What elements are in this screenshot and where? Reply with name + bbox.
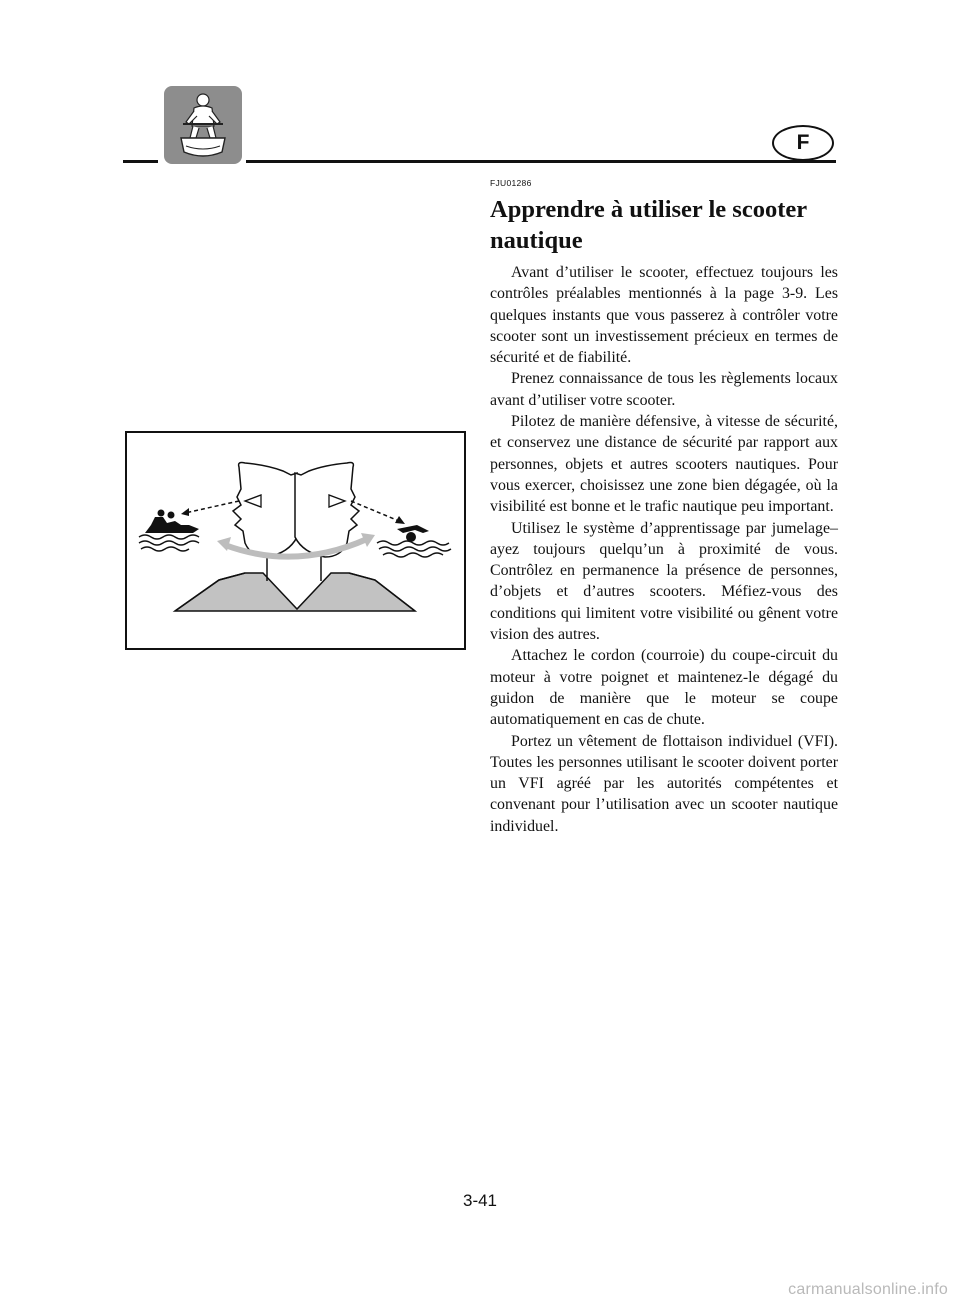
head-looking-left bbox=[233, 463, 297, 558]
paragraph-lanyard: Attachez le cordon (courroie) du coupe-circuit du moteur à votre poignet et maintenez-le dégagé du guidon de manière que le moteur se coupe automatiquement en cas de chute. bbox=[490, 647, 838, 729]
paragraph-defensive-riding: Pilotez de manière défensive, à vitesse de sécurité, et conservez une distance de sécurité par rapport aux personnes, objets et autres scooters nautiques. Pour vous exercer, choisissez une zone bien dégagée, où la visibilité est bonne et le trafic nautique peu important. bbox=[490, 413, 838, 516]
swimmer-right bbox=[397, 525, 429, 542]
section-title-line1: Apprendre à utiliser le scooter bbox=[490, 196, 808, 223]
header-rule-left bbox=[123, 160, 158, 163]
section-content bbox=[490, 178, 838, 837]
rider-body bbox=[175, 573, 415, 611]
section-title bbox=[490, 194, 838, 256]
header-rule-right bbox=[246, 160, 836, 163]
paragraph-pfd: Portez un vêtement de flottaison individuel (VFI). Toutes les personnes utilisant le scooter doivent porter un VFI agréé par les autorités compétentes et convenant pour l’utilisation avec un scooter nautique individuel. bbox=[490, 732, 838, 835]
section-title-line2: nautique bbox=[490, 227, 583, 254]
paragraph-buddy-system: Utilisez le système d’apprentissage par jumelage–ayez toujours quelqu’un à proximité de vous. Contrôlez en permanence la présence de personnes, d’objets et d’autres scooters. Méfiez-vous des conditions qui limitent votre visibilité ou gênent votre vision des autres. bbox=[490, 519, 838, 644]
watermark: carmanualsonline.info bbox=[788, 1281, 948, 1298]
paragraph-local-rules: Prenez connaissance de tous les règlements locaux avant d’utiliser votre scooter. bbox=[490, 370, 838, 409]
jet-ski-left bbox=[145, 510, 199, 534]
section-code: FJU01286 bbox=[490, 178, 532, 188]
look-around-illustration bbox=[125, 431, 466, 650]
jet-ski-rider-icon bbox=[164, 86, 242, 164]
waves-left bbox=[139, 535, 199, 551]
waves-right bbox=[377, 541, 451, 557]
paragraph-inspection: Avant d’utiliser le scooter, effectuez toujours les contrôles préalables mentionnés à la page 3-9. Les quelques instants que vous passerez à contrôler votre scooter sont un investissement précieux en termes de sécurité et de fiabilité. bbox=[490, 264, 838, 367]
page-number: 3-41 bbox=[462, 1191, 498, 1210]
sight-line-left bbox=[185, 501, 239, 513]
language-badge: F bbox=[772, 125, 834, 161]
